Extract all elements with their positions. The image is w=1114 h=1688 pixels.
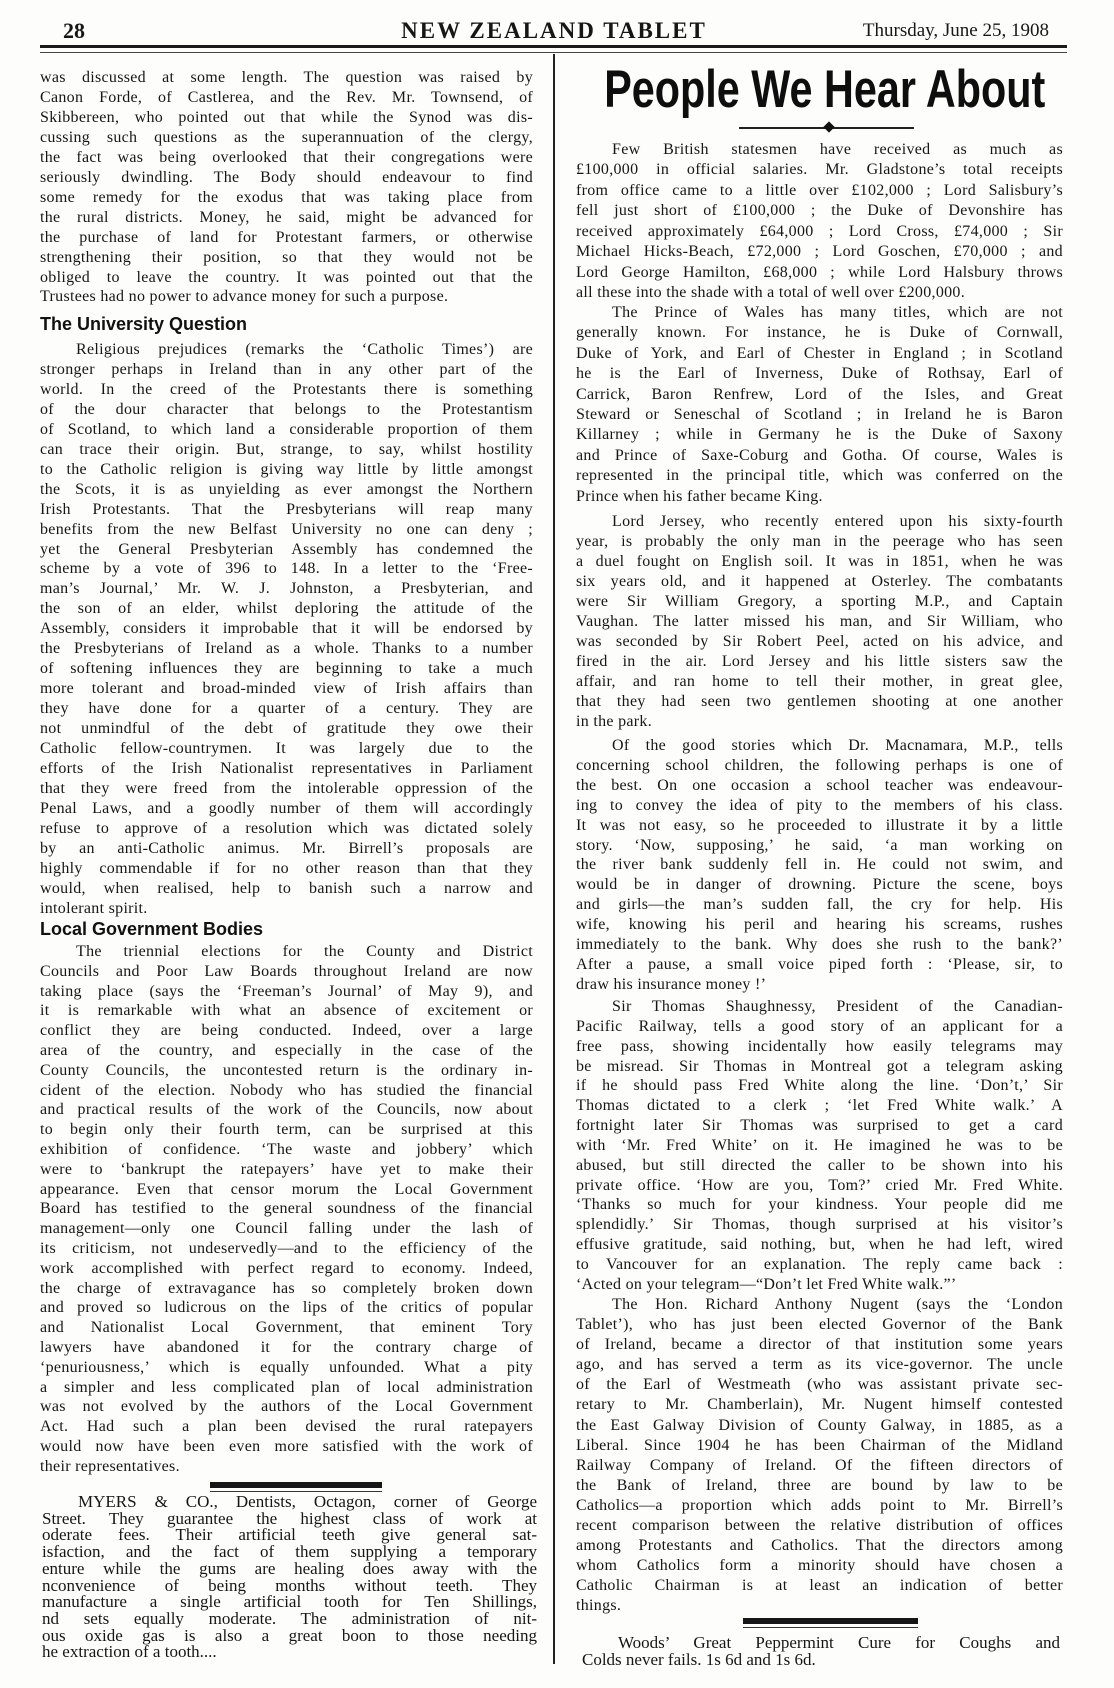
text-line: Michael Hicks-Beach, £72,000 ; Lord Goschen, £70,000 ; and [576,243,1063,261]
text-line: would be in danger of drowning. Picture the scene, boys [576,876,1063,894]
text-line: free pass, showing incidentally how easily telegrams may [576,1037,1063,1055]
text-line: not unmindful of the debt of gratitude they owe their [40,720,533,738]
text-line: he is the Earl of Inverness, Duke of Rothsay, Earl of [576,365,1063,383]
publication-title: NEW ZEALAND TABLET [401,18,707,43]
text-line: strengthening their position, so that they would not be [40,248,533,266]
text-line: nd sets equally moderate. The administration of nit- [42,1608,537,1628]
peppermint-advertisement [582,1634,1060,1668]
issue-date: Thursday, June 25, 1908 [862,20,1049,41]
text-line: the son of an elder, whilst deploring the attitude of the [40,600,533,618]
text-line: of Ireland, became a director of that institution some years [576,1336,1063,1354]
text-line: highly commendable if for no other reason than that they [40,859,533,877]
text-line: more tolerant and broad-minded view of Irish affairs than [40,680,533,698]
text-line: enture while the gums are healing does away with the [42,1558,537,1578]
text-line: Killarney ; while in Germany he is the Duke of Saxony [576,426,1063,444]
article-local-government [40,942,533,1477]
text-line: stronger perhaps in Ireland than in any other part of the [40,360,533,378]
header-rule [40,45,1067,48]
text-line: man’s Journal,’ Mr. W. J. Johnston, a Presbyterian, and [40,580,533,598]
paragraph-salaries [576,140,1063,304]
text-line: and Prince of Saxe-Coburg and Gotha. Of course, Wales is [576,446,1063,464]
text-line: all these into the shade with a total of well over £200,000. [576,284,966,302]
text-line: a simpler and less complicated plan of local administration [40,1378,533,1396]
text-line: concerning school children, the following perhaps is one of [576,756,1063,774]
text-line: Tablet’), who has just been elected Governor of the Bank [576,1316,1063,1334]
text-line: MYERS & CO., Dentists, Octagon, corner of George [78,1492,537,1511]
diamond-ornament-icon [823,121,834,132]
text-line: Assembly, considers it improbable that it will be endorsed by [40,620,533,638]
text-line: of softening influences they are beginning to take a much [40,660,533,678]
text-line: Lord Jersey, who recently entered upon his sixty-fourth [612,513,1063,530]
text-line: seriously dwindling. The Body should endeavour to find [40,168,533,186]
text-line: work accomplished with perfect regard to economy. Indeed, [40,1259,533,1277]
text-line: that they were freed from the intolerable oppression of the [40,779,533,797]
text-line: its criticism, not undeservedly—and to the efficiency of the [40,1239,533,1257]
text-line: Steward or Seneschal of Scotland ; in Ireland he is Baron [576,406,1063,424]
text-line: fired in the air. Lord Jersey and his little sisters saw the [576,653,1063,670]
text-line: Colds never fails. 1s 6d and 1s 6d. [582,1650,816,1669]
paragraph-nugent [576,1295,1063,1617]
text-line: nconvenience of being months without teeth. They [42,1575,537,1595]
text-line: Carrick, Baron Renfrew, Lord of the Isles, and Great [576,385,1063,403]
text-line: Councils and Poor Law Boards throughout Ireland are now [40,962,533,980]
text-line: Act. Had such a plan been devised the rural ratepayers [40,1418,533,1436]
text-line: in the park. [576,713,653,730]
text-line: can trace their origin. But, strange, to say, whilst hostility [40,440,533,458]
text-line: ous oxide gas is also a great boon to those needing [42,1625,537,1645]
text-line: After a pause, a small voice piped forth : ‘Please, sir, to [576,955,1063,973]
section-title: People We Hear About [603,60,1046,119]
text-line: immediately to the bank. Why does she rush to the bank?’ [576,936,1063,954]
text-line: Penal Laws, and a goodly number of them will accordingly [40,799,533,817]
text-line: wife, knowing his peril and hearing his screams, rushes [576,916,1063,934]
separator-rule-right [743,1618,918,1628]
text-line: among Protestants and Catholics. That the directors among [576,1537,1063,1555]
text-line: be misread. Sir Thomas in Montreal got a telegram asking [576,1057,1063,1075]
paragraph-macnamara [576,736,1063,995]
text-line: from office came to a little over £102,000 ; Lord Salisbury’s [576,181,1063,199]
page-number: 28 [63,18,85,43]
text-line: a duel fought on English soil. It was in 1851, when he was [576,553,1063,570]
text-line: Few British statesmen have received as much as [612,141,1063,158]
text-line: The Hon. Richard Anthony Nugent (says the ‘London [612,1296,1063,1313]
section-heading-university: The University Question [40,314,248,334]
text-line: and practical results of the work of the Councils, now about [40,1101,533,1119]
text-line: of the dour character that belongs to the Protestantism [40,400,533,418]
text-line: the East Galway Division of County Galway, in 1885, as a [576,1416,1063,1434]
text-line: of Scotland, to which land a considerable proportion of them [40,420,533,438]
text-line: cident of the election. Nobody who has studied the financial [40,1081,533,1099]
text-line: he extraction of a tooth.... [42,1642,217,1662]
text-line: they have done for a quarter of a century. They are [40,700,533,718]
text-line: their representatives. [40,1457,180,1475]
text-line: The Prince of Wales has many titles, which are not [612,304,1063,321]
text-line: Skibbereen, who pointed out that while the Synod was dis- [40,108,533,126]
text-line: Thomas dictated to a clerk ; ‘let Fred White walk.’ A [576,1097,1063,1115]
paragraph-prince-titles [576,303,1063,507]
text-line: Liberal. Since 1904 he has been Chairman of the Midland [576,1436,1063,1454]
article-university [40,340,533,919]
text-line: retary to Mr. Chamberlain), Mr. Nugent himself contested [576,1396,1063,1414]
separator-thick [210,1482,382,1488]
dentist-advertisement [42,1494,537,1661]
column-divider [553,54,555,1664]
paragraph-shaughnessy [576,997,1063,1295]
text-line: manufacture a single artificial tooth for Ten Shillings, [42,1592,537,1612]
text-line: splendidly.’ Sir Thomas, though surprised at his visitor’s [576,1216,1063,1234]
text-line: received approximately £64,000 ; Lord Cross, £74,000 ; Sir [576,222,1063,240]
text-line: were Sir William Gregory, a sporting M.P., and Captain [576,593,1063,610]
text-line: refuse to approve of a resolution which was dictated solely [40,819,533,837]
text-line: Sir Thomas Shaughnessy, President of the Canadian- [612,998,1063,1015]
text-line: Woods’ Great Peppermint Cure for Coughs and [618,1633,1060,1652]
text-line: oderate fees. Their artificial teeth give general sat- [42,1525,537,1545]
text-line: Prince when his father became King. [576,487,823,505]
text-line: Catholic Chairman is at least an indication of better [576,1577,1063,1595]
section-title-container [595,60,1054,119]
text-line: The triennial elections for the County and District [76,943,533,960]
text-line: Catholic fellow-countrymen. It was largely due to the [40,740,533,758]
text-line: Street. They guarantee the highest class of work at [42,1508,537,1528]
separator-thin [743,1627,918,1628]
text-line: that they had seen two gentlemen shooting at one another [576,693,1063,710]
text-line: Railway Company of Ireland. Of the fifteen directors of [576,1456,1063,1474]
text-line: isfaction, and the fact of them supplying a temporary [42,1542,537,1562]
text-line: ‘Acted on your telegram—“Don’t let Fred White walk.”’ [576,1275,957,1293]
text-line: to the Catholic religion is giving way little by little amongst [40,460,533,478]
text-line: fell just short of £100,000 ; the Duke of Devonshire has [576,202,1063,220]
text-line: Trustees had no power to advance money for such a purpose. [40,288,449,306]
text-line: Canon Forde, of Castlerea, and the Rev. Mr. Townsend, of [40,88,533,106]
text-line: with ‘Mr. Fred White’ on it. He imagined he was to be [576,1136,1063,1154]
text-line: fortnight later Sir Thomas was surprised to get a card [576,1117,1063,1135]
text-line: lawyers have abandoned it for the contrary charge of [40,1338,533,1356]
text-line: intolerant spirit. [40,899,148,917]
text-line: the best. On one occasion a school teacher was endeavour- [576,776,1063,794]
text-line: area of the country, and especially in the case of the [40,1041,533,1059]
text-line: scheme by a vote of 396 to 148. In a letter to the ‘Free- [40,560,533,578]
text-line: was discussed at some length. The question was raised by [40,69,533,86]
text-line: were to ‘bankrupt the ratepayers’ have yet to make their [40,1160,533,1178]
paragraph-lord-jersey [576,512,1063,732]
text-line: Catholics—a proportion which adds point to Mr. Birrell’s [576,1496,1063,1514]
text-line: story. ‘Now, supposing,’ he said, ‘a man working on [576,836,1063,854]
text-line: the Scots, it is as unyielding as ever amongst the Northern [40,480,533,498]
text-line: exhibition of confidence. ‘The waste and jobbery’ which [40,1140,533,1158]
text-line: Duke of York, and Earl of Chester in England ; in Scotland [576,344,1063,362]
text-line: effusive gratitude, said nothing, but, when he had left, wired [576,1236,1063,1254]
text-line: to begin only their fourth term, can be surprised at this [40,1121,533,1139]
text-line: the fact was being overlooked that their congregations were [40,148,533,166]
article-continued [40,68,533,307]
text-line: taking place (says the ‘Freeman’s Journal’ of May 9), and [40,982,533,1000]
text-line: the river bank suddenly fell in. He could not swim, and [576,856,1063,874]
text-line: year, is probably the only man in the peerage who has seen [576,533,1063,550]
text-line: and proved so ludicrous on the lips of the critics of popular [40,1299,533,1317]
text-line: draw his insurance money !’ [576,975,767,993]
text-line: benefits from the new Belfast University no one can deny ; [40,520,533,538]
text-line: efforts of the Irish Nationalist representatives in Parliament [40,760,533,778]
text-line: ‘Thanks so much for your kindness. Your people did me [576,1196,1063,1214]
text-line: the rural districts. Money, he said, might be advanced for [40,208,533,226]
header-rule-thin [40,52,1067,53]
text-line: Lord George Hamilton, £68,000 ; while Lord Halsbury throws [576,263,1063,281]
text-line: was not evolved by the authors of the Local Government [40,1398,533,1416]
text-line: It was not easy, so he proceeded to illustrate it by a little [576,816,1063,834]
text-line: whom Catholics form a minority should have chosen a [576,1557,1063,1575]
text-line: ing to convey the idea of pity to the members of his class. [576,796,1063,814]
text-line: ‘penuriousness,’ which is equally unfounded. What a pity [40,1358,533,1376]
text-line: management—only one Council falling under the lash of [40,1220,533,1238]
text-line: Religious prejudices (remarks the ‘Catholic Times’) are [76,341,533,358]
text-line: and Nationalist Local Government, that eminent Tory [40,1319,533,1337]
text-line: ago, and has served a term as its vice-governor. The uncle [576,1356,1063,1374]
separator-thick [743,1618,918,1624]
text-line: £100,000 in official salaries. Mr. Gladstone’s total receipts [576,161,1063,179]
text-line: appearance. Even that censor morum the Local Government [40,1180,533,1198]
text-line: Irish Protestants. That the Presbyterians will reap many [40,500,533,518]
text-line: affair, and ran home to tell their mother, in great glee, [576,673,1063,690]
text-line: the Presbyterians of Ireland as a whole. Thanks to a number [40,640,533,658]
text-line: cussing such questions as the superannuation of the clergy, [40,128,533,146]
text-line: would, when realised, help to banish such a narrow and [40,879,533,897]
text-line: the Bank of Ireland, three are bound by law to be [576,1476,1063,1494]
separator-rule [210,1482,382,1492]
text-line: Of the good stories which Dr. Macnamara, M.P., tells [612,737,1063,754]
text-line: obliged to leave the country. It was pointed out that the [40,268,533,286]
text-line: yet the General Presbyterian Assembly has condemned the [40,540,533,558]
text-line: if he should pass Fred White along the line. ‘Don’t,’ Sir [576,1077,1063,1095]
text-line: to Vancouver for an explanation. The reply came back : [576,1255,1063,1273]
text-line: six years old, and it happened at Osterley. The combatants [576,573,1063,590]
text-line: Vaughan. The latter missed his man, and Sir William, who [576,613,1063,630]
text-line: private office. ‘How are you, Tom?’ cried Mr. Fred White. [576,1176,1063,1194]
text-line: of the Earl of Westmeath (who was assistant private sec- [576,1376,1063,1394]
text-line: things. [576,1597,622,1615]
text-line: the charge of extravagance has so completely broken down [40,1279,533,1297]
text-line: recent comparison between the relative distribution of offices [576,1517,1063,1535]
section-heading-local-government: Local Government Bodies [40,919,264,939]
text-line: some remedy for the exodus that was taking place from [40,188,533,206]
text-line: generally known. For instance, he is Duke of Cornwall, [576,324,1063,342]
text-line: Pacific Railway, tells a good story of an applicant for a [576,1017,1063,1035]
text-line: the purchase of land for Protestant farmers, or otherwise [40,228,533,246]
text-line: by an anti-Catholic animus. Mr. Birrell’s proposals are [40,839,533,857]
text-line: it is remarkable with what an absence of excitement or [40,1002,533,1020]
text-line: world. In the creed of the Protestants there is something [40,380,533,398]
text-line: abused, but still directed the caller to be shown into his [576,1156,1063,1174]
text-line: would now have been even more satisfied with the work of [40,1437,533,1455]
text-line: conflict they are being conducted. Indeed, over a large [40,1022,533,1040]
text-line: and girls—the man’s sudden fall, the cry for help. His [576,896,1063,914]
text-line: was seconded by Sir Robert Peel, acted on his advice, and [576,633,1063,650]
text-line: represented in the principal title, which was conferred on the [576,467,1063,485]
text-line: Board has testified to the general soundness of the financial [40,1200,533,1218]
text-line: County Councils, the uncontested return is the ordinary in- [40,1061,533,1079]
